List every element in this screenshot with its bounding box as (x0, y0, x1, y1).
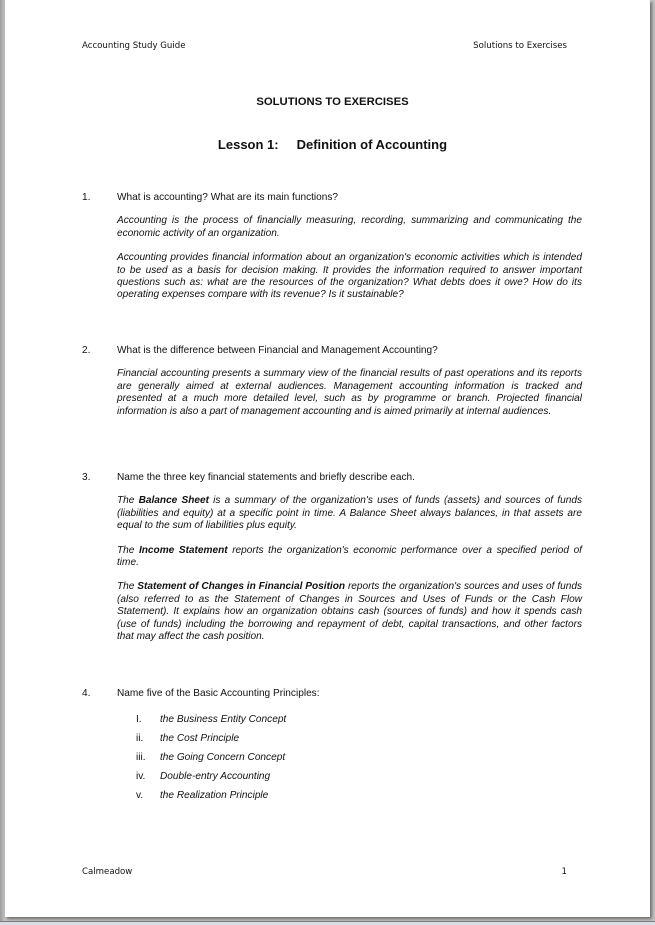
list-item (136, 786, 582, 805)
question-text: Name five of the Basic Accounting Principles: (117, 688, 320, 699)
list-text: the Realization Principle (160, 789, 269, 801)
principles-list (136, 710, 582, 805)
list-numeral: iii. (136, 751, 146, 763)
question-text: Name the three key financial statements and briefly describe each. (117, 472, 415, 483)
question-4 (82, 688, 582, 805)
answer-paragraph: Financial accounting presents a summary view of the financial results of past operations and its reports are generally aimed at external audiences. Management accounting information is tracked and presented at a much more detailed level, such as by programme or branch. Projected financial information is also a part of management accounting and is aimed primarily at internal audiences. (117, 368, 582, 417)
question-text: What is accounting? What are its main functions? (117, 192, 339, 203)
question-text: What is the difference between Financial and Management Accounting? (117, 345, 438, 356)
document-page (5, 0, 650, 917)
lesson-title (5, 137, 655, 152)
list-item (136, 748, 582, 767)
list-item (136, 729, 582, 748)
list-text: the Cost Principle (160, 732, 240, 744)
question-number: 1. (82, 192, 91, 203)
question-2 (82, 345, 582, 418)
viewer-bottom-edge (0, 921, 655, 925)
list-numeral: iv. (136, 770, 146, 782)
question-3 (82, 472, 582, 643)
term-balance-sheet: Balance Sheet (138, 495, 209, 507)
lesson-label: Lesson 1: (217, 137, 279, 152)
list-item (136, 710, 582, 729)
lesson-name: Definition of Accounting (296, 137, 448, 152)
question-number: 2. (82, 345, 91, 356)
running-header (82, 41, 567, 51)
list-text: the Going Concern Concept (160, 751, 286, 763)
page-number: 1 (561, 867, 567, 877)
question-number: 4. (82, 688, 91, 699)
answer-paragraph: Accounting is the process of financially measuring, recording, summarizing and communicating the economic activity of an organization. (117, 215, 582, 239)
changes-in-financial-position-description: The Statement of Changes in Financial Position reports the organization's sources and uses of funds (also referred to as the Statement of Changes in Sources and Uses of Funds or the Cash Flow Statement). It explains how an organization obtains cash (sources of funds) and how it spends cash (use of funds) including the borrowing and repayment of debt, capital transactions, and other factors that may affect the cash position. (117, 581, 583, 643)
term-statement-of-changes: Statement of Changes in Financial Position (137, 581, 346, 593)
list-numeral: v. (136, 789, 144, 801)
list-numeral: I. (136, 713, 142, 725)
header-left-text: Accounting Study Guide (82, 41, 186, 51)
income-statement-description: The Income Statement reports the organization's economic performance over a specified period of time. (117, 544, 582, 569)
answer-paragraph: Accounting provides financial information about an organization's economic activities which is intended to be used as a basis for decision making. It provides the information required to answer important questions such as: what are the resources of the organization? What debts does it owe? How do its operating expenses compare with its revenue? Is it sustainable? (117, 252, 582, 301)
document-title: SOLUTIONS TO EXERCISES (256, 96, 409, 108)
list-item (136, 767, 582, 786)
footer-left-text: Calmeadow (82, 867, 133, 877)
list-text: the Business Entity Concept (160, 713, 287, 725)
list-numeral: ii. (136, 732, 144, 744)
running-footer (82, 867, 567, 877)
term-income-statement: Income Statement (138, 544, 228, 556)
header-right-text: Solutions to Exercises (473, 41, 567, 51)
question-number: 3. (82, 472, 91, 483)
question-1 (82, 192, 582, 302)
balance-sheet-description: The Balance Sheet is a summary of the organization's uses of funds (assets) and sources of funds (liabilities and equity) at a specific point in time. A Balance Sheet always balances, in that assets are equal to the sum of liabilities plus equity. (117, 495, 582, 532)
list-text: Double-entry Accounting (160, 770, 271, 782)
